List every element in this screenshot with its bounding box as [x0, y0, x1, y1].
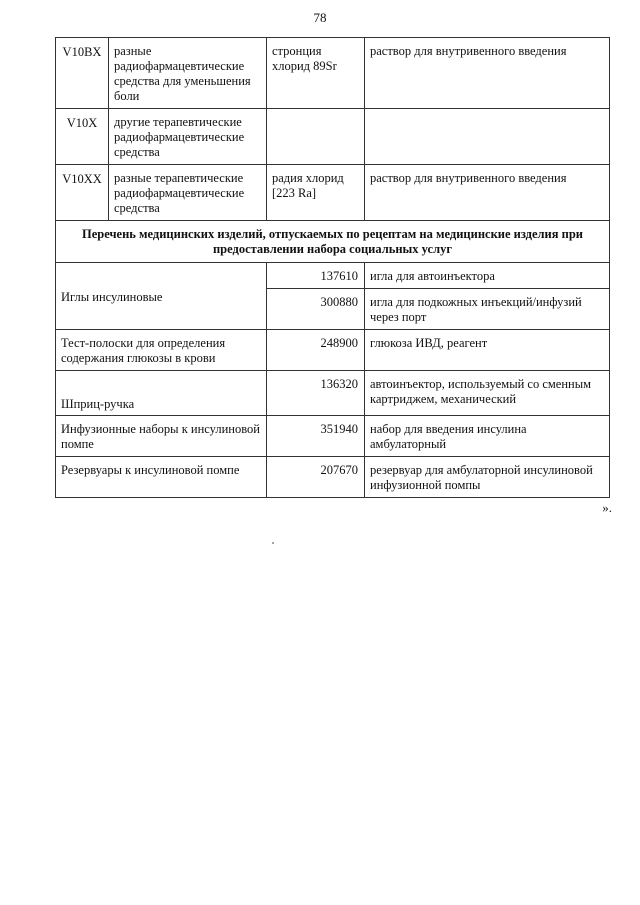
atc-group: другие терапевтические радиофармацевтические средства [109, 109, 267, 165]
device-description: игла для автоинъектора [365, 263, 610, 289]
device-description: игла для подкожных инъекций/инфузий через порт [365, 289, 610, 330]
device-description: глюкоза ИВД, реагент [365, 330, 610, 371]
device-name: Тест-полоски для определения содержания глюкозы в крови [56, 330, 267, 371]
drug-substance: радия хлорид [223 Ra] [267, 165, 365, 221]
medication-table [55, 37, 610, 498]
dosage-form: раствор для внутривенного введения [365, 165, 610, 221]
atc-code: V10BX [56, 38, 109, 109]
device-name: Резервуары к инсулиновой помпе [56, 457, 267, 498]
scan-speck [272, 542, 274, 544]
section-header-row [56, 221, 610, 263]
device-description: набор для введения инсулина амбулаторный [365, 416, 610, 457]
dosage-form: раствор для внутривенного введения [365, 38, 610, 109]
atc-code: V10X [56, 109, 109, 165]
device-code: 137610 [267, 263, 365, 289]
device-code: 351940 [267, 416, 365, 457]
device-name: Шприц-ручка [56, 371, 267, 416]
atc-group: разные радиофармацевтические средства для уменьшения боли [109, 38, 267, 109]
atc-code: V10XX [56, 165, 109, 221]
table-row [56, 457, 610, 498]
device-code: 300880 [267, 289, 365, 330]
table-row [56, 371, 610, 416]
device-code: 207670 [267, 457, 365, 498]
device-description: резервуар для амбулаторной инсулиновой инфузионной помпы [365, 457, 610, 498]
device-name: Инфузионные наборы к инсулиновой помпе [56, 416, 267, 457]
section-header: Перечень медицинских изделий, отпускаемых по рецептам на медицинские изделия при предоставлении набора социальных услуг [56, 221, 610, 263]
drug-substance: стронция хлорид 89Sr [267, 38, 365, 109]
drug-substance [267, 109, 365, 165]
table-row [56, 263, 610, 289]
table-row [56, 165, 610, 221]
device-name: Иглы инсулиновые [56, 263, 267, 330]
page-number: 78 [313, 10, 327, 25]
table-row [56, 416, 610, 457]
table-row [56, 330, 610, 371]
atc-group: разные терапевтические радиофармацевтические средства [109, 165, 267, 221]
table-row [56, 109, 610, 165]
device-code: 248900 [267, 330, 365, 371]
table-row [56, 38, 610, 109]
device-description: автоинъектор, используемый со сменным картриджем, механический [365, 371, 610, 416]
device-code: 136320 [267, 371, 365, 416]
closing-quote-mark: ». [602, 500, 612, 515]
dosage-form [365, 109, 610, 165]
